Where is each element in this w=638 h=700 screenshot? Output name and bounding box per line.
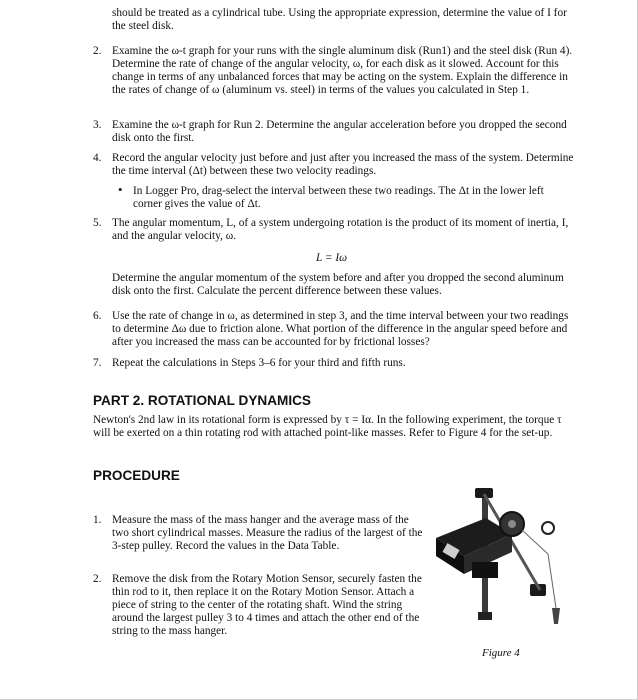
- step-7-number: 7.: [93, 357, 102, 369]
- step-5-text: The angular momentum, L, of a system undergoing rotation is the product of its moment of inertia, I, and the angular velocity, ω.: [112, 217, 569, 242]
- step-3-number: 3.: [93, 119, 102, 131]
- pulley-hub: [508, 520, 516, 528]
- angular-momentum-equation: L = Iω: [316, 252, 348, 264]
- step-2-text: Examine the ω-t graph for your runs with the single aluminum disk (Run1) and the steel disk (Run 4). Determine the rate of change of the angular velocity, ω, for each disk as it slowed. Account for this change in terms of any unbalanced forces that may be acting on the system. Explain the difference in the rates of change of ω (aluminum vs. steel) in terms of the values you calculated in Step 1.: [112, 45, 573, 96]
- procedure-step-2-text: Remove the disk from the Rotary Motion Sensor, securely fasten the thin rod to it, then replace it on the Rotary Motion Sensor. Attach a piece of string to the center of the rotating shaft. Wind the string around the largest pulley 3 to 4 times and attach the other end of the string to the mass hanger.: [112, 573, 422, 637]
- procedure-step-1-text: Measure the mass of the mass hanger and the average mass of the two short cylindrical masses. Measure the radius of the largest of the 3-step pulley. Record the values in the Data Table.: [112, 514, 423, 552]
- step-4-text: Record the angular velocity just before and just after you increased the mass of the system. Determine the time interval (Δt) between these two velocity readings.: [112, 152, 574, 177]
- step-6-number: 6.: [93, 310, 102, 322]
- figure-4-caption: Figure 4: [482, 647, 520, 659]
- procedure-heading: PROCEDURE: [93, 468, 180, 483]
- mass-hanger: [552, 608, 560, 624]
- super-pulley: [542, 522, 554, 534]
- bullet-icon: •: [118, 182, 123, 197]
- figure-4-apparatus-image: [430, 484, 580, 640]
- part2-heading: PART 2. ROTATIONAL DYNAMICS: [93, 393, 312, 408]
- string-hanging: [548, 554, 556, 608]
- step-4-number: 4.: [93, 152, 102, 164]
- intro-tail: should be treated as a cylindrical tube. Using the appropriate expression, determine the value of I for the steel disk.: [112, 7, 567, 32]
- step-7-text: Repeat the calculations in Steps 3–6 for your third and fifth runs.: [112, 357, 406, 369]
- clamp: [472, 562, 498, 578]
- procedure-step-2-number: 2.: [93, 573, 102, 585]
- part2-intro: Newton's 2nd law in its rotational form is expressed by τ = Iα. In the following experiment, the torque τ will be exerted on a thin rotating rod with attached point-like masses. Refer to Figure 4 for the set-up.: [93, 414, 562, 439]
- procedure-step-1-number: 1.: [93, 514, 102, 526]
- step-2-number: 2.: [93, 45, 102, 57]
- step-3-text: Examine the ω-t graph for Run 2. Determine the angular acceleration before you dropped the second disk onto the first.: [112, 119, 567, 144]
- step-4-bullet-text: In Logger Pro, drag-select the interval between these two readings. The Δt in the lower left corner gives the value of Δt.: [133, 185, 544, 210]
- stand-base: [478, 612, 492, 620]
- step-6-text: Use the rate of change in ω, as determined in step 3, and the time interval between your two readings to determine Δω due to friction alone. What portion of the difference in the angular speed before and after you increased the mass can be accounted for by frictional losses?: [112, 310, 569, 348]
- step-5-number: 5.: [93, 217, 102, 229]
- step-5-after-text: Determine the angular momentum of the system before and after you dropped the second aluminum disk onto the first. Calculate the percent difference between these values.: [112, 272, 564, 297]
